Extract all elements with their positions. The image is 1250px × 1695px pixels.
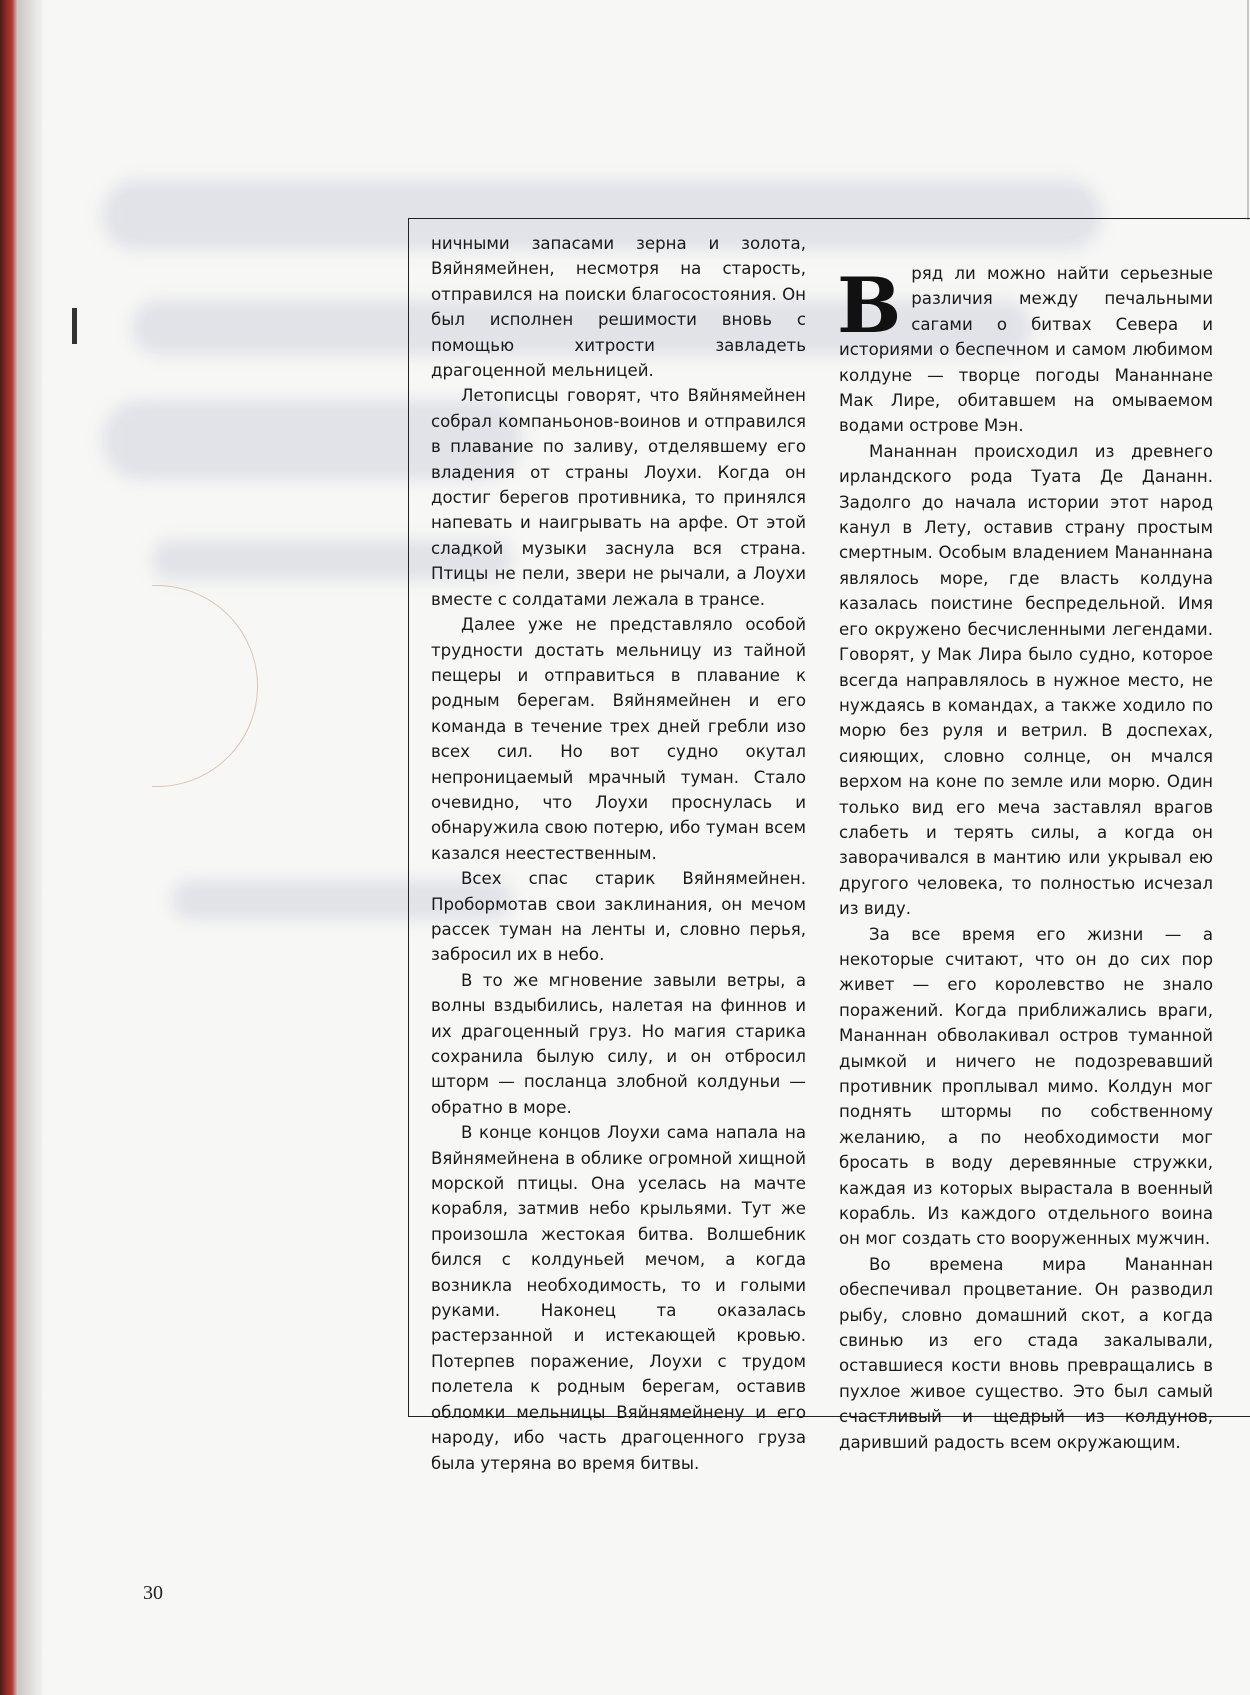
page-number: 30 <box>143 1582 163 1604</box>
opening-paragraph <box>839 231 1213 439</box>
paragraph: Во времена мира Мананнан обеспечивал процветание. Он разводил рыбу, словно домашний скот, а когда свинью из его стада закалывали, оставшиеся кости вновь превращались в пухлое живое существо. Это был самый счастливый и щедрый из колдунов, даривший радость всем окружающим. <box>839 1254 1213 1452</box>
book-red-edge <box>0 0 18 1695</box>
right-column <box>839 231 1213 1455</box>
left-column <box>431 231 806 1476</box>
paragraph: В то же мгновение завыли ветры, а волны вздыбились, налетая на финнов и их драгоценный груз. Но магия старика сохранила былую силу, и он отбросил шторм — посланца злобной колдуньи — обратно в море. <box>431 970 806 1117</box>
paragraph: Мананнан происходил из древнего ирландского рода Туата Де Дананн. Задолго до начала истории этот народ канул в Лету, оставив страну простым смертным. Особым владением Мананнана являлось море, где власть колдуна казалась поистине беспредельной. Имя его окружено бесчисленными легендами. Говорят, у Мак Лира было судно, которое всегда направлялось в нужное место, не нуждаясь в командах, а также ходило по морю без руля и ветрил. В доспехах, сияющих, словно солнце, он мчался верхом на коне по земле или морю. Один только вид его меча заставлял врагов слабеть и терять силы, а когда он заворачивался в мантию или укрывал ею другого человека, то полностью исчезал из виду. <box>839 441 1213 919</box>
drop-cap: В <box>837 261 902 350</box>
opening-paragraph-text: ряд ли можно найти серьезные различия между печальными сагами о битвах Севера и историями о беспечном и самом любимом колдуне — творце погоды Мананнане Мак Лире, обитавшем на омываемом водами острове Мэн. <box>839 264 1213 436</box>
paragraph: Летописцы говорят, что Вяйнямейнен собрал компаньонов-воинов и отправился в плавание по заливу, отделявшему его владения от страны Лоухи. Когда он достиг берегов противника, то принялся напевать и наигрывать на арфе. От этой сладкой музыки заснула вся страна. Птицы не пели, звери не рычали, а Лоухи вместе с солдатами лежала в трансе. <box>431 386 806 609</box>
paragraph: ничными запасами зерна и золота, Вяйнямейнен, несмотря на старость, отправился на поиски благосостояния. Он был исполнен решимости вновь с помощью хитрости завладеть драгоценной мельницей. <box>431 234 806 381</box>
paragraph: Всех спас старик Вяйнямейнен. Пробормотав свои заклинания, он мечом рассек туман на ленты и, словно перья, забросил их в небо. <box>431 869 806 965</box>
decorative-arc <box>152 585 258 787</box>
page-edge-line <box>1247 0 1249 220</box>
paragraph: В конце концов Лоухи сама напала на Вяйнямейнена в облике огромной хищной морской птицы. Она уселась на мачте корабля, затмив небо крыльями. Тут же произошла жестокая битва. Волшебник бился с колдуньей мечом, а когда возникла необходимость, то и голыми руками. Наконец та оказалась растерзанной и истекающей кровью. Потерпев поражение, Лоухи с трудом полетела к родным берегам, оставив обломки мельницы Вяйнямейнену и его народу, ибо часть драгоценного груза была утеряна во время битвы. <box>431 1123 806 1473</box>
binding-mark <box>72 308 77 344</box>
text-frame <box>408 218 1250 1473</box>
paragraph: Далее уже не представляло особой трудности достать мельницу из тайной пещеры и отправиться в плавание к родным берегам. Вяйнямейнен и его команда в течение трех дней гребли изо всех сил. Но вот судно окутал непроницаемый мрачный туман. Стало очевидно, что Лоухи проснулась и обнаружила свою потерю, ибо туман всем казался неестественным. <box>431 615 806 863</box>
paragraph: За все время его жизни — а некоторые считают, что он до сих пор живет — его королевство не знало поражений. Когда приближались враги, Мананнан обволакивал остров туманной дымкой и ничего не подозревавший противник проплывал мимо. Колдун мог поднять штормы по собственному желанию, а по необходимости мог бросать в воду деревянные стружки, каждая из которых вырастала в военный корабль. Из каждого отдельного воина он мог создать сто вооруженных мужчин. <box>839 924 1213 1249</box>
